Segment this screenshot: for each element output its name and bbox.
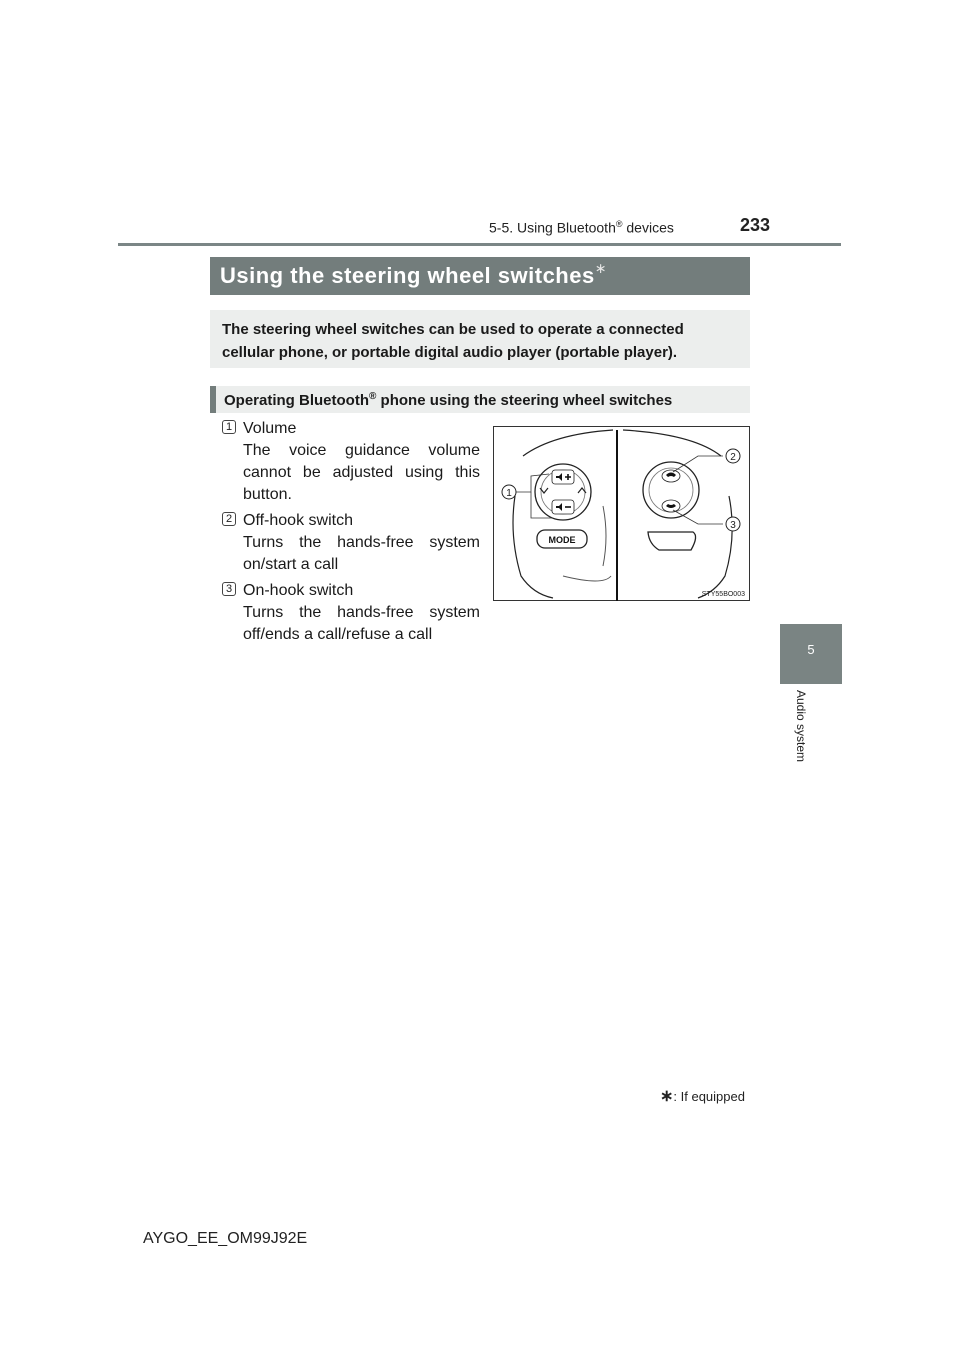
item-number-badge: 2 — [222, 512, 236, 526]
footnote — [660, 1086, 745, 1106]
item-number-badge: 1 — [222, 420, 236, 434]
section-header-suffix: devices — [622, 219, 674, 236]
list-item-on-hook — [243, 580, 480, 646]
intro-text: The steering wheel switches can be used to operate a connected cellular phone, or portable digital audio player (portable player). — [210, 310, 750, 368]
footnote-text: : If equipped — [673, 1089, 745, 1104]
footnote-star-icon: ∗ — [660, 1088, 674, 1105]
item-number-badge: 3 — [222, 582, 236, 596]
callout-1-label: 1 — [506, 488, 512, 499]
section-title-text: Using the steering wheel switches — [220, 263, 595, 288]
section-header — [489, 219, 674, 236]
registered-mark: ® — [615, 219, 623, 229]
list-item-volume — [243, 418, 480, 506]
chapter-label: Audio system — [794, 690, 808, 763]
section-title — [210, 257, 750, 295]
item-description: Turns the hands-free system off/ends a call/refuse a call — [243, 604, 480, 643]
figure-frame — [494, 427, 750, 601]
item-description: Turns the hands-free system on/start a call — [243, 534, 480, 573]
equipped-star-icon: ∗ — [594, 260, 607, 276]
item-title: On-hook switch — [243, 582, 354, 599]
figure-code: STY55BO003 — [701, 591, 745, 598]
subheading-suffix: phone using the steering wheel switches — [376, 392, 673, 409]
mode-button-label: MODE — [548, 535, 576, 545]
subheading-prefix: Operating Bluetooth — [224, 392, 369, 409]
page-number: 233 — [740, 215, 771, 235]
subheading — [210, 386, 750, 413]
item-description: The voice guidance volume cannot be adjusted using this button. — [243, 442, 480, 503]
list-item-off-hook — [243, 510, 480, 576]
subheading-registered-mark: ® — [369, 391, 377, 402]
lower-right-switch — [648, 532, 696, 550]
section-header-prefix: 5-5. Using Bluetooth — [489, 219, 616, 236]
item-title: Volume — [243, 420, 297, 437]
document-id: AYGO_EE_OM99J92E — [143, 1230, 308, 1247]
header-rule — [118, 243, 841, 246]
callout-2-label: 2 — [730, 452, 736, 463]
item-title: Off-hook switch — [243, 512, 353, 529]
callout-3-label: 3 — [730, 520, 736, 531]
chapter-number: 5 — [807, 642, 815, 657]
steering-wheel-figure — [493, 426, 750, 601]
